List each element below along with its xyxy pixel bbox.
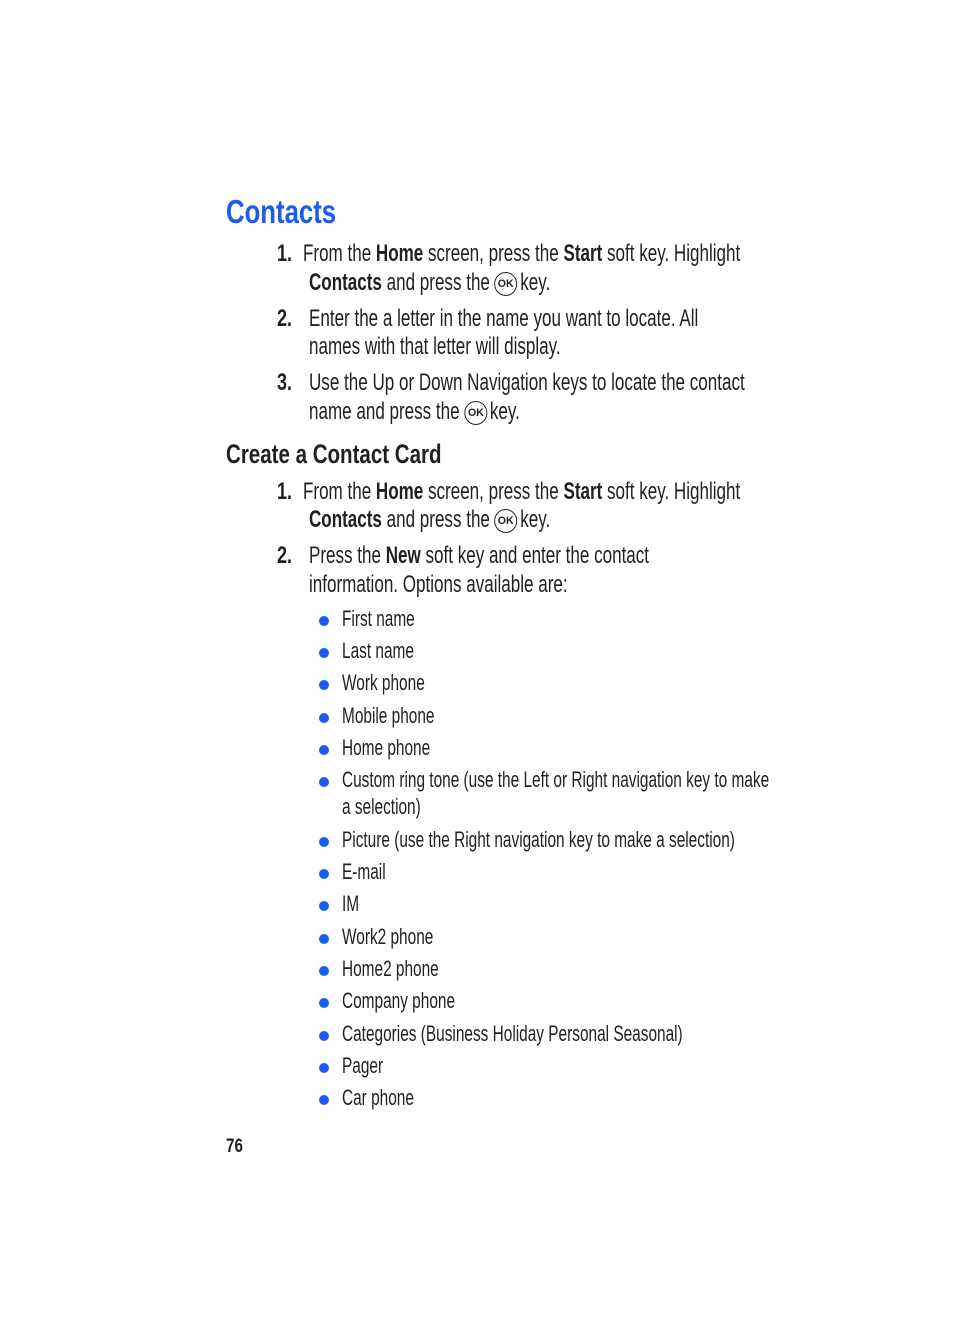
- bullet-icon: [319, 998, 329, 1008]
- bullet-icon: [319, 1063, 329, 1073]
- step-text: Enter the a letter in the name you want to locate. All: [309, 305, 699, 332]
- bullet-icon: [319, 713, 329, 723]
- bullet-icon: [319, 901, 329, 911]
- bullet-icon: [319, 1095, 329, 1105]
- bullet-icon: [319, 680, 329, 690]
- ok-key-icon: OK: [494, 272, 517, 296]
- step-text: From the Home screen, press the Start soft key. Highlight: [303, 240, 741, 267]
- option-item: Picture (use the Right navigation key to make a selection): [342, 827, 735, 852]
- subsection-heading: Create a Contact Card: [226, 439, 442, 469]
- bullet-icon: [319, 777, 329, 787]
- step-number: 1.: [277, 240, 293, 267]
- step-number: 2.: [277, 542, 293, 569]
- bullet-icon: [319, 745, 329, 755]
- option-item: Categories (Business Holiday Personal Seasonal): [342, 1021, 683, 1046]
- bullet-icon: [319, 648, 329, 658]
- option-item: First name: [342, 606, 415, 631]
- bullet-icon: [319, 934, 329, 944]
- bullet-icon: [319, 1031, 329, 1041]
- bullet-icon: [319, 616, 329, 626]
- option-item: Last name: [342, 638, 414, 663]
- option-item: Work phone: [342, 670, 425, 695]
- option-item: Custom ring tone (use the Left or Right navigation key to make: [342, 767, 770, 792]
- ok-key-icon: OK: [494, 509, 517, 533]
- bullet-icon: [319, 869, 329, 879]
- option-item: Pager: [342, 1053, 384, 1078]
- step-number: 3.: [277, 369, 293, 396]
- step-text: name and press the OK key.: [309, 398, 520, 425]
- option-item: Company phone: [342, 988, 456, 1013]
- option-item: a selection): [342, 794, 421, 819]
- option-item: E-mail: [342, 859, 386, 884]
- step-text: From the Home screen, press the Start soft key. Highlight: [303, 478, 741, 505]
- bullet-icon: [319, 966, 329, 976]
- step-text: Contacts and press the OK key.: [309, 506, 551, 533]
- option-item: Work2 phone: [342, 924, 434, 949]
- step-text: Contacts and press the OK key.: [309, 269, 551, 296]
- step-number: 1.: [277, 478, 293, 505]
- option-item: Mobile phone: [342, 703, 435, 728]
- option-item: Home phone: [342, 735, 431, 760]
- step-text: information. Options available are:: [309, 571, 568, 598]
- step-text: Use the Up or Down Navigation keys to locate the contact: [309, 369, 745, 396]
- step-text: names with that letter will display.: [309, 333, 561, 360]
- step-text: Press the New soft key and enter the contact: [309, 542, 650, 569]
- page-number: 76: [226, 1136, 243, 1157]
- option-item: Home2 phone: [342, 956, 439, 981]
- step-number: 2.: [277, 305, 293, 332]
- bullet-icon: [319, 837, 329, 847]
- section-title: Contacts: [226, 193, 337, 230]
- option-item: Car phone: [342, 1085, 414, 1110]
- option-item: IM: [342, 891, 360, 916]
- ok-key-icon: OK: [464, 401, 487, 425]
